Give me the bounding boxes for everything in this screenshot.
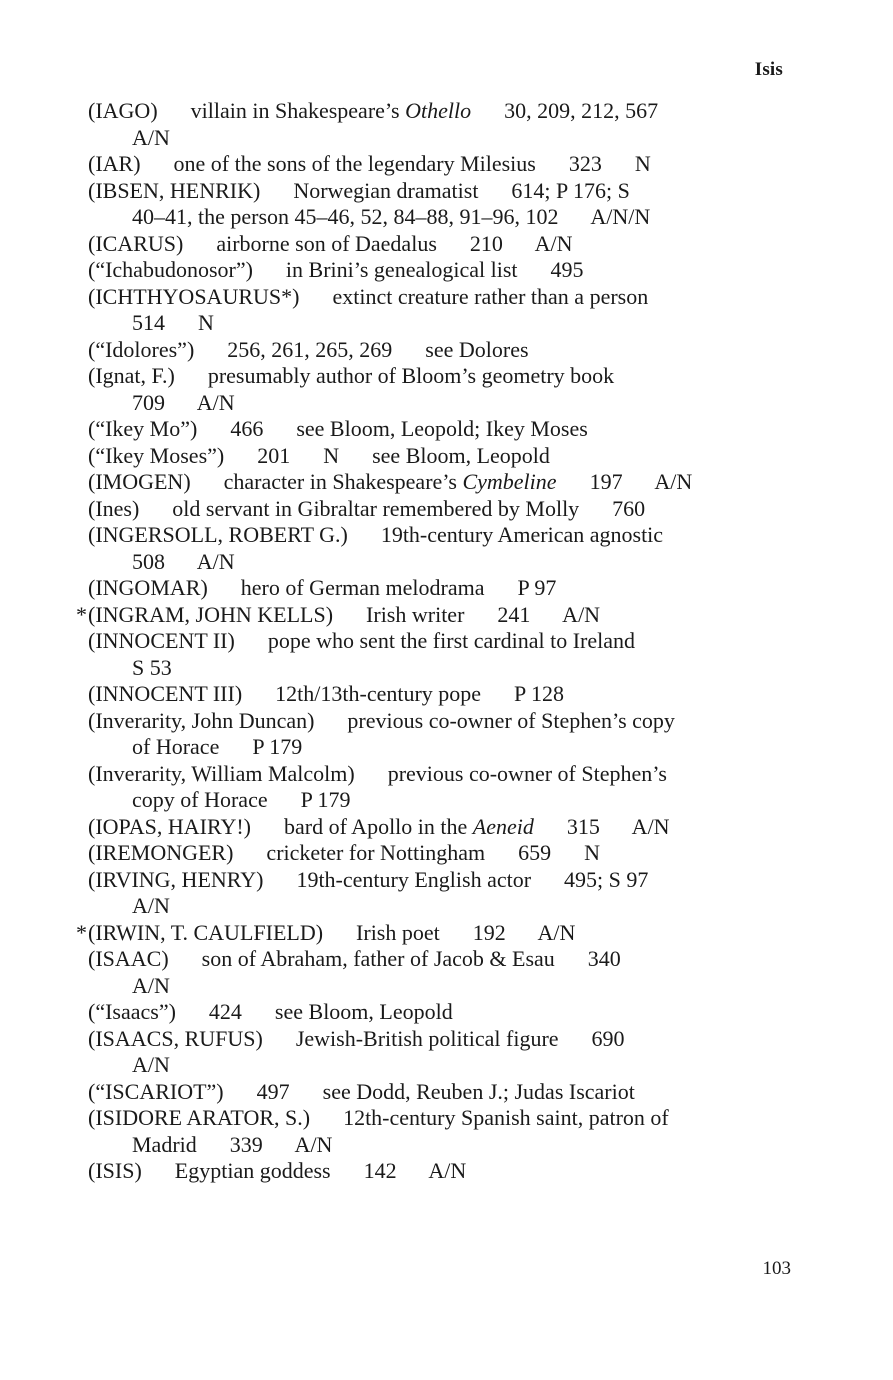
entry-title: Cymbeline xyxy=(462,469,557,494)
entry-text: (Inverarity, John Duncan) previous co-owner of Stephen’s copy xyxy=(88,707,675,733)
entry-marker: * xyxy=(76,919,87,945)
entry-text: (“Ikey Mo”) 466 see Bloom, Leopold; Ikey Moses xyxy=(88,416,588,441)
index-entry xyxy=(88,946,788,999)
entry-text: (ICHTHYOSAURUS*) extinct creature rather than a person xyxy=(88,283,649,309)
entry-text: (IAR) one of the sons of the legendary Milesius 323 N xyxy=(88,151,651,176)
entry-text: (IRWIN, T. CAULFIELD) Irish poet 192 A/N xyxy=(88,919,576,945)
index-entry xyxy=(88,469,788,496)
entry-text: (IAGO) villain in Shakespeare’s xyxy=(88,98,406,123)
index-entry xyxy=(88,628,788,681)
index-entry xyxy=(88,681,788,708)
entry-text: (INNOCENT III) 12th/13th-century pope P 128 xyxy=(88,681,564,706)
entry-text-rest: 197 A/N xyxy=(556,469,693,494)
entry-text: (“Ichabudonosor”) in Brini’s genealogical list 495 xyxy=(88,257,584,282)
entry-continuation: 514 N xyxy=(132,310,214,335)
page-number: 103 xyxy=(762,1258,791,1279)
running-head: Isis xyxy=(754,59,783,80)
index-entry xyxy=(88,708,788,761)
entry-text: (ISAAC) son of Abraham, father of Jacob & Esau 340 xyxy=(88,946,621,971)
index-entry xyxy=(88,575,788,602)
entry-continuation: A/N xyxy=(132,1052,170,1077)
index-entry xyxy=(88,1026,788,1079)
index-entry xyxy=(76,919,788,947)
index-entry xyxy=(88,151,788,178)
index-entry xyxy=(88,761,788,814)
entry-text: (IBSEN, HENRIK) Norwegian dramatist 614; P 176; S xyxy=(88,177,630,203)
entry-text: (“Isaacs”) 424 see Bloom, Leopold xyxy=(88,999,453,1024)
entry-text: (IOPAS, HAIRY!) bard of Apollo in the xyxy=(88,813,473,839)
entry-text: (Ines) old servant in Gibraltar remembered by Molly 760 xyxy=(88,495,646,521)
entry-continuation: of Horace P 179 xyxy=(132,734,303,759)
index-entry xyxy=(76,601,788,629)
entry-title: Aeneid xyxy=(472,813,534,839)
entry-text: (INNOCENT II) pope who sent the first cardinal to Ireland xyxy=(88,628,635,653)
entry-continuation: A/N xyxy=(132,972,170,998)
index-entry xyxy=(88,1079,788,1106)
entry-text: (ISIDORE ARATOR, S.) 12th-century Spanish saint, patron of xyxy=(88,1105,669,1130)
entry-text: (INGRAM, JOHN KELLS) Irish writer 241 A/N xyxy=(88,601,601,627)
entry-text: (ISIS) Egyptian goddess 142 A/N xyxy=(88,1158,467,1183)
entry-continuation: A/N xyxy=(132,124,170,150)
entry-title: Othello xyxy=(405,98,472,123)
entry-text: (ISAACS, RUFUS) Jewish-British political figure 690 xyxy=(88,1025,625,1051)
index-entry xyxy=(88,178,788,231)
entry-continuation: 709 A/N xyxy=(132,389,235,415)
entry-text: (ICARUS) airborne son of Daedalus 210 A/N xyxy=(88,230,573,256)
entry-text: (“Ikey Moses”) 201 N see Bloom, Leopold xyxy=(88,442,550,468)
index-entry xyxy=(88,999,788,1026)
entry-text-rest: 30, 209, 212, 567 xyxy=(471,98,659,123)
index-entry xyxy=(88,231,788,258)
entry-text: (Inverarity, William Malcolm) previous co-owner of Stephen’s xyxy=(88,760,667,786)
index-entry xyxy=(88,1105,788,1158)
index-entry xyxy=(88,363,788,416)
entry-text-rest: 315 A/N xyxy=(533,813,670,839)
entry-continuation: S 53 xyxy=(132,654,172,680)
index-entry xyxy=(88,496,788,523)
entry-text: (Ignat, F.) presumably author of Bloom’s geometry book xyxy=(88,363,615,388)
index-entry xyxy=(88,814,788,841)
entry-text: (INGOMAR) hero of German melodrama P 97 xyxy=(88,575,557,600)
index-entry xyxy=(88,522,788,575)
entry-continuation: copy of Horace P 179 xyxy=(132,787,351,812)
entry-text: (“Idolores”) 256, 261, 265, 269 see Dolores xyxy=(88,336,529,362)
index-entry xyxy=(88,416,788,443)
index-entry xyxy=(88,443,788,470)
index-entry xyxy=(88,98,788,151)
entry-continuation: 40–41, the person 45–46, 52, 84–88, 91–96, 102 A/N/N xyxy=(132,204,651,229)
entry-marker: * xyxy=(76,601,87,627)
index-entry xyxy=(88,1158,788,1185)
entry-text: (“ISCARIOT”) 497 see Dodd, Reuben J.; Judas Iscariot xyxy=(88,1078,635,1104)
entry-continuation: 508 A/N xyxy=(132,548,235,574)
index-entry xyxy=(88,840,788,867)
entry-continuation: Madrid 339 A/N xyxy=(132,1131,333,1157)
entry-text: (INGERSOLL, ROBERT G.) 19th-century American agnostic xyxy=(88,522,664,547)
index-entry xyxy=(88,867,788,920)
entry-text: (IREMONGER) cricketer for Nottingham 659 N xyxy=(88,840,601,865)
entry-continuation: A/N xyxy=(132,893,170,918)
index-entries xyxy=(76,98,788,1185)
index-entry xyxy=(88,257,788,284)
index-entry xyxy=(88,284,788,337)
entry-text: (IRVING, HENRY) 19th-century English actor 495; S 97 xyxy=(88,866,649,892)
index-entry xyxy=(88,337,788,364)
entry-text: (IMOGEN) character in Shakespeare’s xyxy=(88,469,463,494)
